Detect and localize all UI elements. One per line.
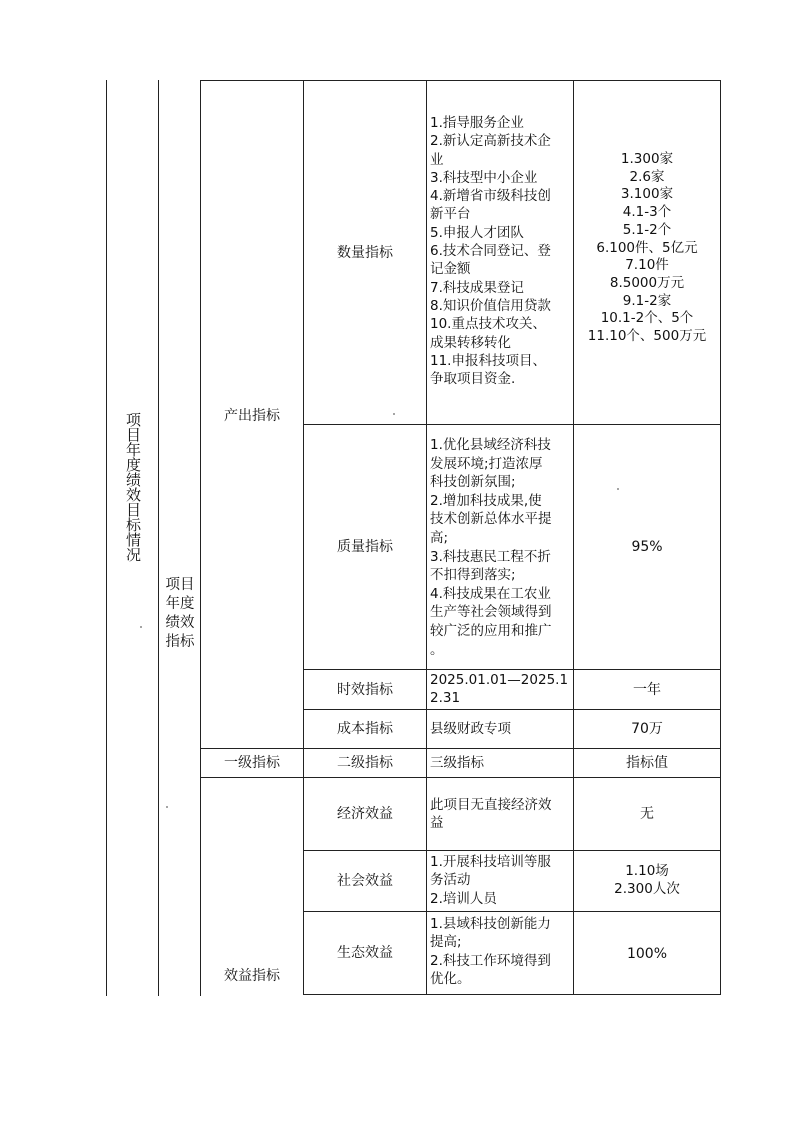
list-item: 业 (430, 151, 444, 168)
output-indicator-label: 产出指标 (224, 408, 280, 424)
timeliness-indicator-label: 时效指标 (337, 681, 393, 698)
list-item: 2025.01.01—2025.1 (430, 672, 569, 688)
list-item: 2.31 (430, 690, 461, 707)
list-item: 技术创新总体水平提 (430, 511, 552, 528)
quality-items (430, 436, 552, 659)
list-item: 提高; (430, 934, 462, 951)
scan-speck (166, 806, 168, 808)
list-item: 2.科技工作环境得到 (430, 952, 551, 969)
value-item: 11.10个、500万元 (587, 328, 707, 345)
value-item: 1.300家 (620, 151, 674, 167)
list-item: 1.开展科技培训等服 (430, 854, 551, 870)
list-item: 记金额 (430, 261, 471, 278)
quality-value: 95% (631, 539, 663, 555)
list-item: 10.重点技术攻关、 (430, 316, 546, 333)
quality-indicator-label: 质量指标 (337, 539, 393, 555)
list-item: 4.科技成果在工农业 (430, 585, 551, 602)
inner-label-line: 年度 (165, 596, 195, 612)
scan-speck (617, 488, 619, 490)
list-item: 3.科技型中小企业 (430, 169, 538, 186)
benefit-indicator-label: 效益指标 (224, 968, 280, 984)
table-border-left (106, 80, 107, 996)
list-item: 成果转移转化 (430, 334, 511, 351)
social-values (574, 863, 720, 898)
economic-value: 无 (640, 806, 654, 822)
social-benefit-label: 社会效益 (337, 873, 393, 889)
value-item: 10.1-2个、5个 (600, 310, 694, 327)
table-divider-1 (158, 80, 159, 996)
list-item: 益 (430, 815, 444, 832)
value-item: 7.10件 (625, 257, 669, 274)
quantity-indicator-label: 数量指标 (337, 244, 393, 261)
table-border-top (200, 80, 721, 81)
header-value: 指标值 (626, 755, 668, 771)
cost-indicator-label: 成本指标 (337, 721, 393, 737)
timeliness-value: 一年 (633, 681, 661, 698)
list-item: 3.科技惠民工程不折 (430, 548, 551, 565)
quantity-items (430, 114, 551, 388)
inner-label-line: 绩效 (165, 615, 195, 631)
value-item: 8.5000万元 (609, 274, 685, 291)
table-divider-4 (426, 80, 427, 995)
inner-section-label (160, 576, 200, 652)
inner-label-line: 项目 (165, 577, 195, 593)
quantity-values (574, 151, 720, 346)
value-item: 1.10场 (625, 863, 669, 879)
value-item: 4.1-3个 (622, 204, 672, 221)
list-item: 5.申报人才团队 (430, 224, 524, 241)
list-item: 2.培训人员 (430, 890, 497, 907)
list-item: 优化。 (430, 970, 471, 987)
list-item: 8.知识价值信用贷款 (430, 297, 551, 314)
timeliness-items (430, 671, 568, 708)
list-item: 较广泛的应用和推广 (430, 622, 552, 639)
value-item: 3.100家 (620, 186, 674, 203)
list-item: 发展环境;打造浓厚 (430, 455, 543, 472)
section-label: 项目年度绩效目标情况 (124, 412, 142, 562)
social-items (430, 853, 551, 908)
list-item: 1.指导服务企业 (430, 115, 524, 131)
economic-benefit-label: 经济效益 (337, 806, 393, 822)
list-item: 4.新增省市级科技创 (430, 188, 551, 205)
value-item: 6.100件、5亿元 (596, 239, 698, 256)
list-item: 争取项目资金. (430, 371, 516, 388)
value-item: 2.300人次 (614, 880, 680, 897)
table-border-bottom (303, 994, 721, 995)
economic-items (430, 796, 552, 833)
header-level1: 一级指标 (224, 755, 280, 771)
ecological-benefit-label: 生态效益 (337, 945, 393, 961)
list-item: 此项目无直接经济效 (430, 797, 552, 813)
list-item: 新平台 (430, 206, 471, 223)
table-border-right (720, 80, 721, 995)
list-item: 1.优化县域经济科技 (430, 437, 551, 453)
list-item: 11.申报科技项目、 (430, 352, 546, 369)
value-item: 9.1-2家 (622, 292, 672, 309)
list-item: 2.新认定高新技术企 (430, 133, 551, 150)
list-item: 不扣得到落实; (430, 567, 516, 584)
cost-item: 县级财政专项 (430, 721, 511, 737)
list-item: 1.县域科技创新能力 (430, 916, 551, 932)
list-item: 科技创新氛围; (430, 474, 516, 491)
ecological-items (430, 915, 551, 988)
table-divider-2 (200, 80, 201, 996)
header-level3: 三级指标 (430, 755, 484, 771)
list-item: 生产等社会领域得到 (430, 604, 552, 621)
value-item: 2.6家 (629, 168, 665, 185)
list-item: 2.增加科技成果,使 (430, 492, 542, 509)
list-item: 高; (430, 529, 449, 546)
list-item: 7.科技成果登记 (430, 279, 524, 296)
value-item: 5.1-2个 (622, 221, 672, 238)
header-level2: 二级指标 (337, 755, 393, 771)
list-item: 6.技术合同登记、登 (430, 243, 551, 260)
list-item: 务活动 (430, 872, 471, 889)
scan-speck (393, 413, 395, 415)
scan-speck (140, 626, 142, 628)
ecological-value: 100% (626, 946, 668, 962)
inner-label-line: 指标 (165, 634, 195, 650)
list-item: 。 (430, 641, 444, 658)
cost-value: 70万 (631, 721, 663, 737)
